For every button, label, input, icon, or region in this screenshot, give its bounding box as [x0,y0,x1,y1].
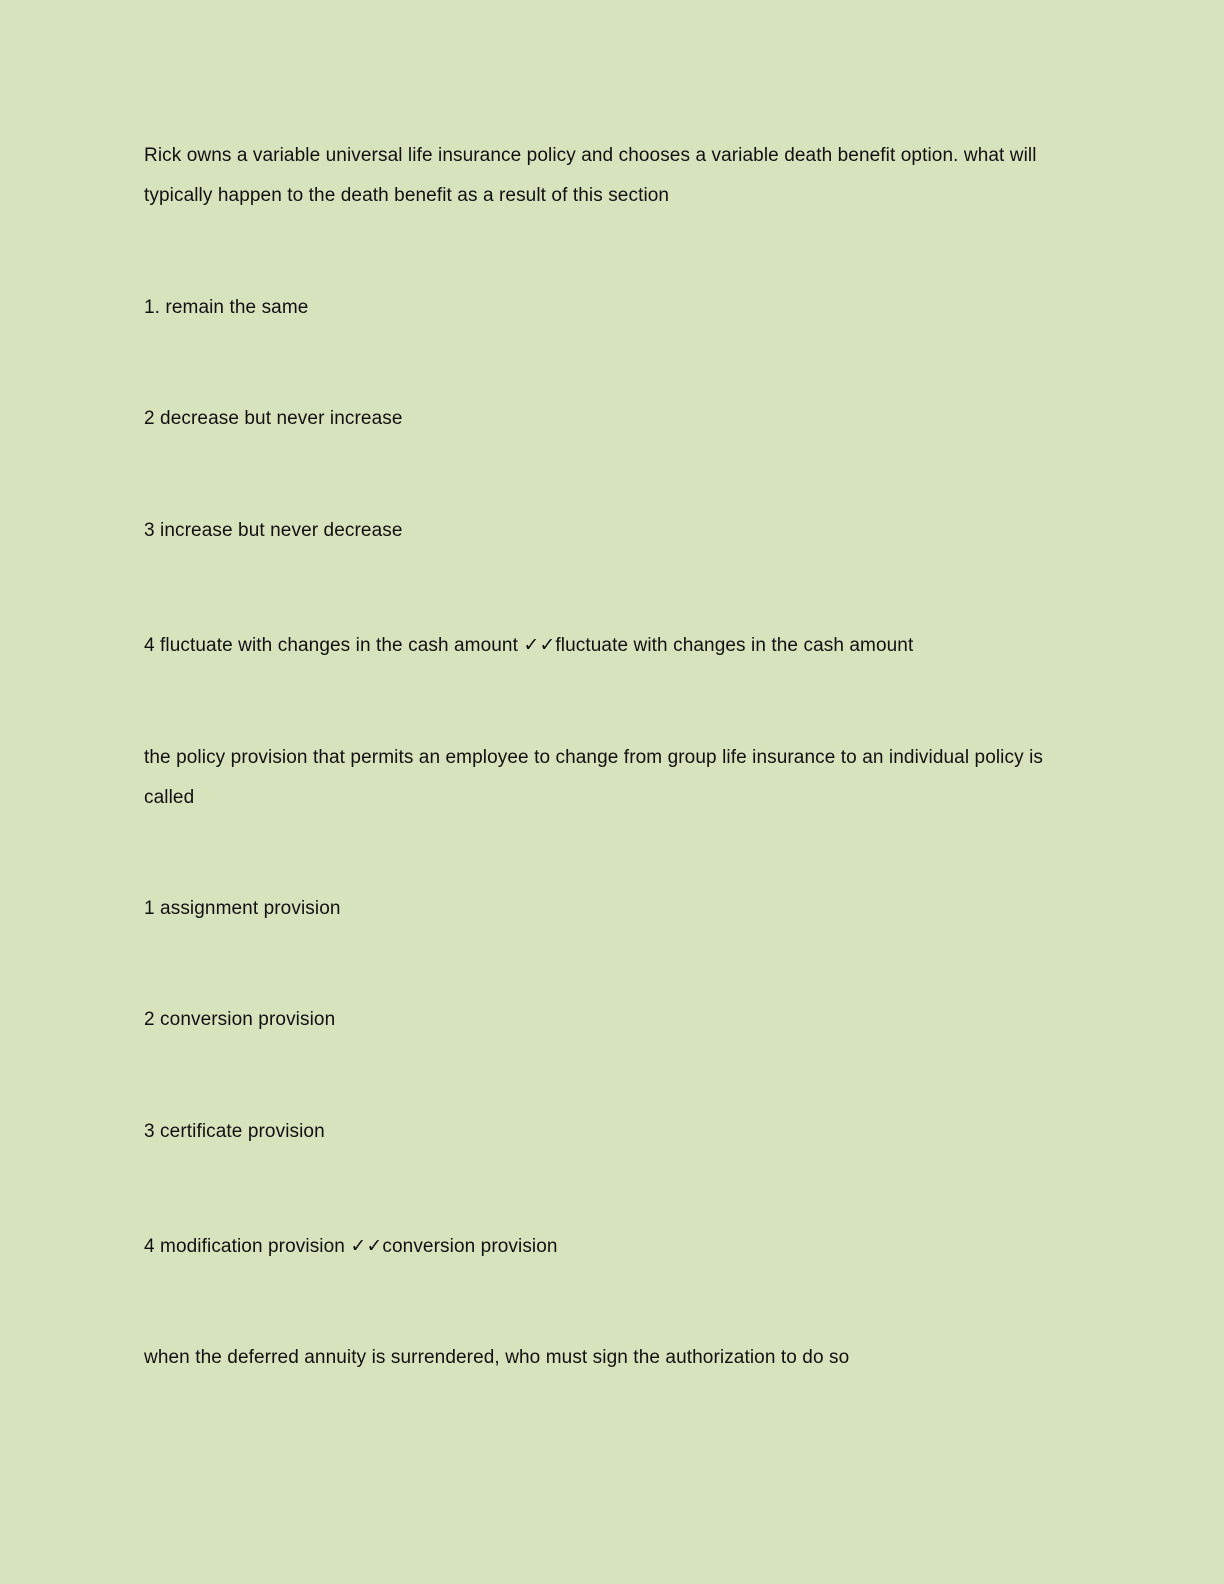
question-1-option-4: 4 fluctuate with changes in the cash amount [144,635,518,656]
double-check-icon: ✓✓ [523,634,556,656]
question-1-option-3: 3 increase but never decrease [144,520,403,541]
question-1-option-1: 1. remain the same [144,297,309,318]
question-1-text: Rick owns a variable universal life insurance policy and chooses a variable death benefit option. what will typically happen to the death benefit as a result of this section [144,145,1037,206]
question-2-option-1: 1 assignment provision [144,898,341,919]
question-2-option-2: 2 conversion provision [144,1009,336,1030]
double-check-icon: ✓✓ [350,1235,383,1257]
question-1-option-2: 2 decrease but never increase [144,408,403,429]
question-3-text: when the deferred annuity is surrendered, who must sign the authorization to do so [144,1347,850,1368]
question-2-option-3: 3 certificate provision [144,1121,325,1142]
question-2-answer: conversion provision [382,1236,558,1257]
question-1-option-4-with-answer [144,625,913,666]
question-2-option-4-with-answer [144,1226,558,1267]
question-2-text: the policy provision that permits an employee to change from group life insurance to an individual policy is called [144,747,1044,808]
question-2-option-4: 4 modification provision [144,1236,345,1257]
question-1-answer: fluctuate with changes in the cash amount [555,635,914,656]
